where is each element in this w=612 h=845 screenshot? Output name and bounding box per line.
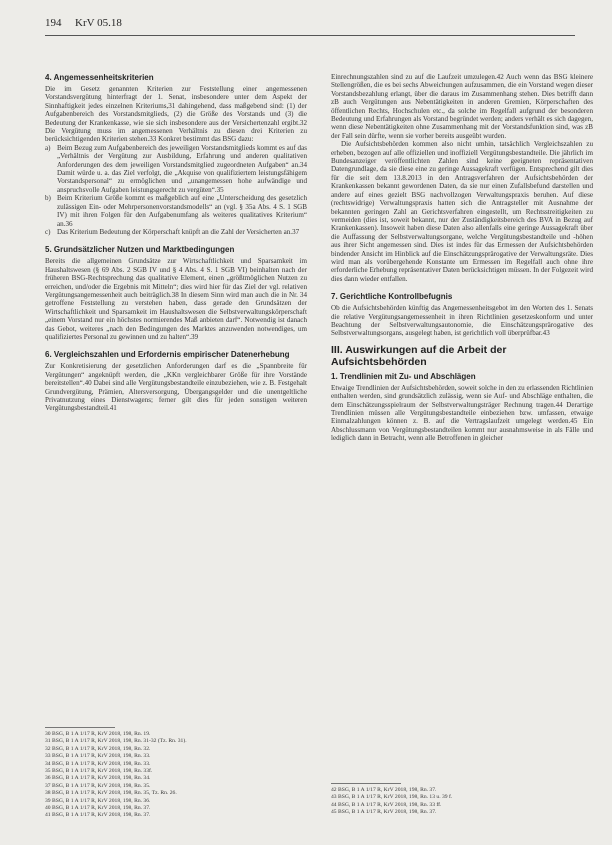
- footnote: 40 BSG, B 1 A 1/17 R, KrV 2018, 198, Rn. 37.: [45, 805, 151, 812]
- footnote: 41 BSG, B 1 A 1/17 R, KrV 2018, 198, Rn. 37.: [45, 812, 151, 819]
- list-marker: a): [45, 143, 51, 152]
- footnote: 31 BSG, B 1 A 1/17 R, KrV 2018, 198, Rn. 31-32 (Tz. Rn. 31).: [45, 738, 187, 745]
- section-heading-III-1: 1. Trendlinien mit Zu- und Abschlägen: [331, 371, 476, 381]
- spacer: [331, 283, 593, 292]
- paragraph: Etwaige Trendlinien der Aufsichtsbehörden, soweit solche in den zu erlassenden Richtlinien enthalten werden, sind grundsätzlich zulässig, wenn sie Auf- und Abschläge enthalten, die dem Einschätzungsspielraum der Selbstverwaltungsträger Rechnung tragen.44 Derartige Trendlinien müssen alle Vergütungsbestandteile einbeziehen bzw. umfassen, etwaige Einmalzahlungen können z. B. auf die Vertragslaufzeit umgelegt werden.45 Ein Abschlussmann von Vergütungsbestandteilen kommt nur ausnahmsweise in als Fälle und lediglich dann in Betracht, wenn alle Betroffenen in gleicher: [331, 383, 595, 443]
- list-item: [45, 194, 307, 228]
- footnote-rule: [45, 727, 115, 728]
- list-item-text: Beim Kriterium Größe kommt es maßgeblich auf eine „Unterscheidung des gesetzlich zulässigen Ein- oder Mehrpersonenvorstandsmodells“ an (vgl. § 35a Abs. 4 S. 1 SGB IV) mit ihren Folgen für den Aufgabenumfang als weiteres qualitatives Kriterium“ an.36: [57, 194, 307, 228]
- footnote: 43 BSG, B 1 A 1/17 R, KrV 2018, 198, Rn. 13 u. 39 f.: [331, 794, 453, 801]
- list-item-text: Beim Bezug zum Aufgabenbereich des jeweiligen Vorstandsmitglieds kommt es auf das „Verhältnis der Vergütung zur Ausbildung, Erfahrung und anderen qualitativen Anforderungen des dem jeweiligen Vorstandsmitglied zugeordneten Aufgaben“ an.34 Damit würde u. a. das Ziel verfolgt, die „Akquise von qualifiziertem leistungsfähigem Vorstandspersonal“ zu ermöglichen und „unangemessen hohe aufwändige und anspruchsvolle Aufgaben leistungsgerecht zu vergüten“.35: [57, 143, 307, 194]
- section-heading-4: 4. Angemessenheitskriterien: [45, 73, 154, 82]
- paragraph: Die Aufsichtsbehörden kommen also nicht umhin, tatsächlich Vergleichszahlen zu erheben, bezogen auf alle offiziellen und inoffiziell Vergütungsbestandteile. Die jährlich im Bundesanzeiger veröffentlichten Zahlen sind keine geeigneten repräsentativen Datengrundlage, da sie diese eine zu geringe Aussagekraft verfügen. Entsprechend gilt dies für die seit dem 13.8.2013 in den Antragsverfahren der Aufsichtsbehörden der Krankenkassen bekannt gewordenen Daten, da sie nur einen Zufallsbefund darstellen und andere auf eines gezielt BSG nachvollzogen Verwaltungspraxis beruhen. Auf diese (rechtswidrige) Verwaltungspraxis hatten sich die Antragsteller mit Ausnahme der bekannten geringen Zahl an Gerichtsverfahren eingestellt, um Rechtsstreitigkeiten zu vermeiden (dies ist, soweit bekannt, nur der Zuständigkeitsbereich des BVA in Bezug auf Krankenkassen). Insoweit haben diese Daten also allenfalls eine geringe Aussagekraft über die Auffassung der Selbstverwaltungsorgane, welche Vergütungsbestandteile und -höhen aus ihrer Sicht angemessen sind. Dies ist indes für das Ermessen der Aufsichtsbehörden bindender Ansicht im Hinblick auf die Einschätzungsprärogative der Verwaltungsräte. Dies wird man als vorübergehende Konstante um Ermessen im Regelfall auch ohne ihre erforderliche Erhebung repräsentativer Daten berücksichtigen müssen. In der Folgezeit wird dies dann wieder entfallen.: [331, 140, 595, 283]
- paragraph: Bereits die allgemeinen Grundsätze zur Wirtschaftlichkeit und Sparsamkeit im Haushaltswesen (§ 69 Abs. 2 SGB IV und § 4 Abs. 4 S. 1 SGB VI) beinhalten nach der früheren BSG-Rechtsprechung das qualitative Element, einen „größtmöglichen Nutzen zu erreichen, und/oder die Ergebnis mit Mitteln“; dies wird hier für das Ziel der vgl. relativen Vergütungsangemessenheit auch beiträglich.38 In diesem Sinn wird man auch die in Nr. 34 getroffene Feststellung zu verstehen haben, dass gerade den Grundsätzen der Wirtschaftlichkeit und Sparsamkeit im Haushaltswesen die Selbstverwaltungskörperschaft „einem Vorstand nur ein höchstes normierendes Maß anbieten darf“. Notwendig ist danach das Gebot, weiteres „nach den Bedingungen des Marktes anzuwenden notwendiges, um qualifiziertes Personal zu gewinnen und zu halten“.39: [45, 257, 309, 341]
- spacer: [45, 236, 307, 245]
- footnote: 42 BSG, B 1 A 1/17 R, KrV 2018, 198, Rn. 37.: [331, 787, 437, 793]
- right-column: [331, 73, 593, 443]
- list-item: [45, 144, 307, 194]
- footnote: 38 BSG, B 1 A 1/17 R, KrV 2018, 198, Rn. 35, Tz. Rn. 26.: [45, 790, 177, 797]
- journal-title: KrV 05.18: [75, 17, 122, 29]
- spacer: [45, 341, 307, 350]
- footnotes-right: [331, 787, 593, 817]
- footnote: 34 BSG, B 1 A 1/17 R, KrV 2018, 198, Rn. 33.: [45, 760, 151, 767]
- footnote: 39 BSG, B 1 A 1/17 R, KrV 2018, 198, Rn. 36.: [45, 797, 151, 804]
- page-header: [45, 17, 575, 39]
- section-heading-6: 6. Vergleichszahlen und Erfordernis empirischer Datenerhebung: [45, 350, 290, 360]
- footnote: 33 BSG, B 1 A 1/17 R, KrV 2018, 198, Rn. 33.: [45, 753, 151, 760]
- list-marker: b): [45, 194, 51, 203]
- footnote: 36 BSG, B 1 A 1/17 R, KrV 2018, 198, Rn. 34.: [45, 775, 151, 782]
- section-heading-7: 7. Gerichtliche Kontrollbefugnis: [331, 292, 453, 302]
- chapter-heading-III: III. Auswirkungen auf die Arbeit der Aufsichtsbehörden: [331, 343, 507, 368]
- paragraph: Die im Gesetz genannten Kriterien zur Feststellung einer angemessenen Vorstandsvergütung hinterfragt der 1. Senat, insbesondere unter dem Aspekt der Sinnhaftigkeit jedes einzelnen Kriteriums,31 dahingehend, dass maßgebend sind: (1) der Aufgabenbereich des Vorstandsmitglieds, (2) die Größe des Vorstands und (3) die Bedeutung der Krankenkasse, wie sie sich insbesondere aus der Versichertenzahl ergibt.32 Die Vergütung muss im angemessenen Verhältnis zu diesen drei Kriterien zu berücksichtigenden Kriterien stehen.33 Konkret bestimmt das BSG dazu:: [45, 85, 309, 144]
- header-rule: [45, 35, 575, 36]
- footnotes-left: [45, 731, 307, 820]
- footnote: 44 BSG, B 1 A 1/17 R, KrV 2018, 198, Rn. 33 ff.: [331, 801, 442, 808]
- footnote: 45 BSG, B 1 A 1/17 R, KrV 2018, 198, Rn. 37.: [331, 809, 437, 816]
- page-number: 194: [45, 17, 62, 29]
- footnote-rule: [331, 783, 401, 784]
- list-item-text: Das Kriterium Bedeutung der Körperschaft knüpft an die Zahl der Versicherten an.37: [57, 227, 300, 236]
- paragraph: Einrechnungszahlen sind zu auf die Laufzeit umzulegen.42 Auch wenn das BSG kleinere Stellengrößen, die es bei sechs Abweichungen aufzusammen, die ein Vorstand wegen dieser Vorstandsbezahlung erlangt, über die daraus im Zusammenhang stehen. Dies betrifft dann zB auch Vergütungen aus Nebentätigkeiten in anderen Gremien, Körperschaften des öffentlichen Rechts, Hochschulen etc., da solche im Regelfall aufgrund der besonderen Bedeutung und Erfahrungen als Vorstand begründet werden; anders verhält es sich dagegen, wenn diese Nebentätigkeiten ohne Zusammenhang mit der Vorstandsfunktion sind, was zB der Fall sein dürfte, wenn sie vorher bereits ausgeübt wurden.: [331, 73, 595, 140]
- section-heading-5: 5. Grundsätzlicher Nutzen und Marktbedingungen: [45, 245, 235, 255]
- paragraph: Zur Konkretisierung der gesetzlichen Anforderungen darf es die „Spannbreite für Vergütungen“ angeknüpft werden, die „KKn vergleichbarer Größe für ihre Vorstände bereitstellen“.40 Dabei sind alle Vergütungsbestandteile einzubeziehen, wie z. B. Festgehalt Grundvergütung, Prämien, Altersversorgung, Übergangsgelder und die unentgeltliche Privatnutzung eines Dienstwagens; ferner gilt dies für jeden sonstigen weiteren Vergütungsbestandteil.41: [45, 362, 309, 413]
- footnote: 37 BSG, B 1 A 1/17 R, KrV 2018, 198, Rn. 35.: [45, 782, 151, 789]
- footnote: 35 BSG, B 1 A 1/17 R, KrV 2018, 198, Rn. 33f.: [45, 768, 153, 775]
- footnote: 32 BSG, B 1 A 1/17 R, KrV 2018, 198, Rn. 32.: [45, 745, 151, 752]
- list-marker: c): [45, 227, 51, 236]
- footnote: 30 BSG, B 1 A 1/17 R, KrV 2018, 198, Rn. 19.: [45, 731, 151, 737]
- list-item: [45, 228, 307, 236]
- left-column: [45, 73, 307, 413]
- paragraph: Ob die Aufsichtsbehörden künftig das Angemessenheitsgebot im den Worten des 1. Senats die relative Vergütungsangemessenheit in ihren Richtlinien gesetzeskonform und unter Beachtung der Selbstverwaltungsautonomie, die Einschätzungsprärogative des Selbstverwaltungsorgans, ausgelegt haben, ist gerichtlich voll überprüfbar.43: [331, 304, 595, 338]
